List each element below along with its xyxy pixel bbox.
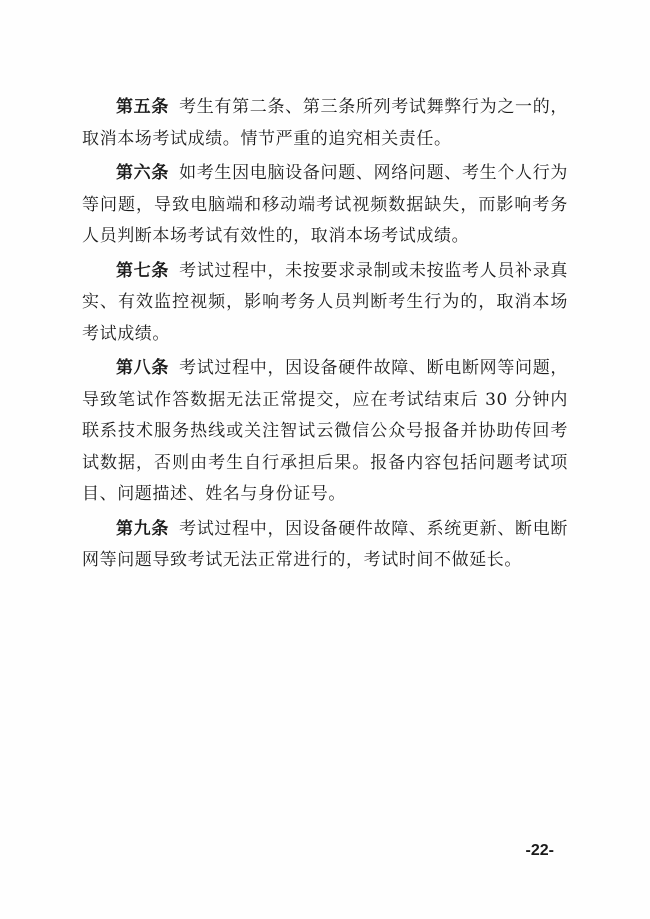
article-title: 第八条	[116, 358, 170, 378]
article-9	[82, 514, 568, 577]
article-title: 第七条	[116, 260, 170, 281]
article-text: 如考生因电脑设备问题、网络问题、考生个人行为等问题，导致电脑端和移动端考试视频数据缺失，而影响考务人员判断本场考试有效性的，取消本场考试成绩。	[82, 163, 568, 246]
document-body	[82, 92, 568, 580]
article-8	[82, 353, 568, 511]
article-text: 考试过程中，因设备硬件故障、系统更新、断电断网等问题导致考试无法正常进行的，考试时间不做延长。	[82, 518, 568, 570]
article-6	[82, 158, 568, 253]
article-title: 第六条	[116, 163, 170, 183]
article-text: 考试过程中，未按要求录制或未按监考人员补录真实、有效监控视频，影响考务人员判断考生行为的，取消本场考试成绩。	[82, 260, 568, 344]
article-title: 第五条	[116, 97, 170, 117]
article-7	[82, 256, 568, 351]
article-5	[82, 92, 568, 155]
article-title: 第九条	[116, 518, 170, 539]
page-number: -22-	[525, 842, 554, 859]
article-text: 考生有第二条、第三条所列考试舞弊行为之一的，取消本场考试成绩。情节严重的追究相关责任。	[82, 97, 568, 149]
article-text: 考试过程中，因设备硬件故障、断电断网等问题，导致笔试作答数据无法正常提交，应在考试结束后 30 分钟内联系技术服务热线或关注智试云微信公众号报备并协助传回考试数据，否则由考生自行承担后果。报备内容包括问题考试项目、问题描述、姓名与身份证号。	[82, 358, 568, 504]
